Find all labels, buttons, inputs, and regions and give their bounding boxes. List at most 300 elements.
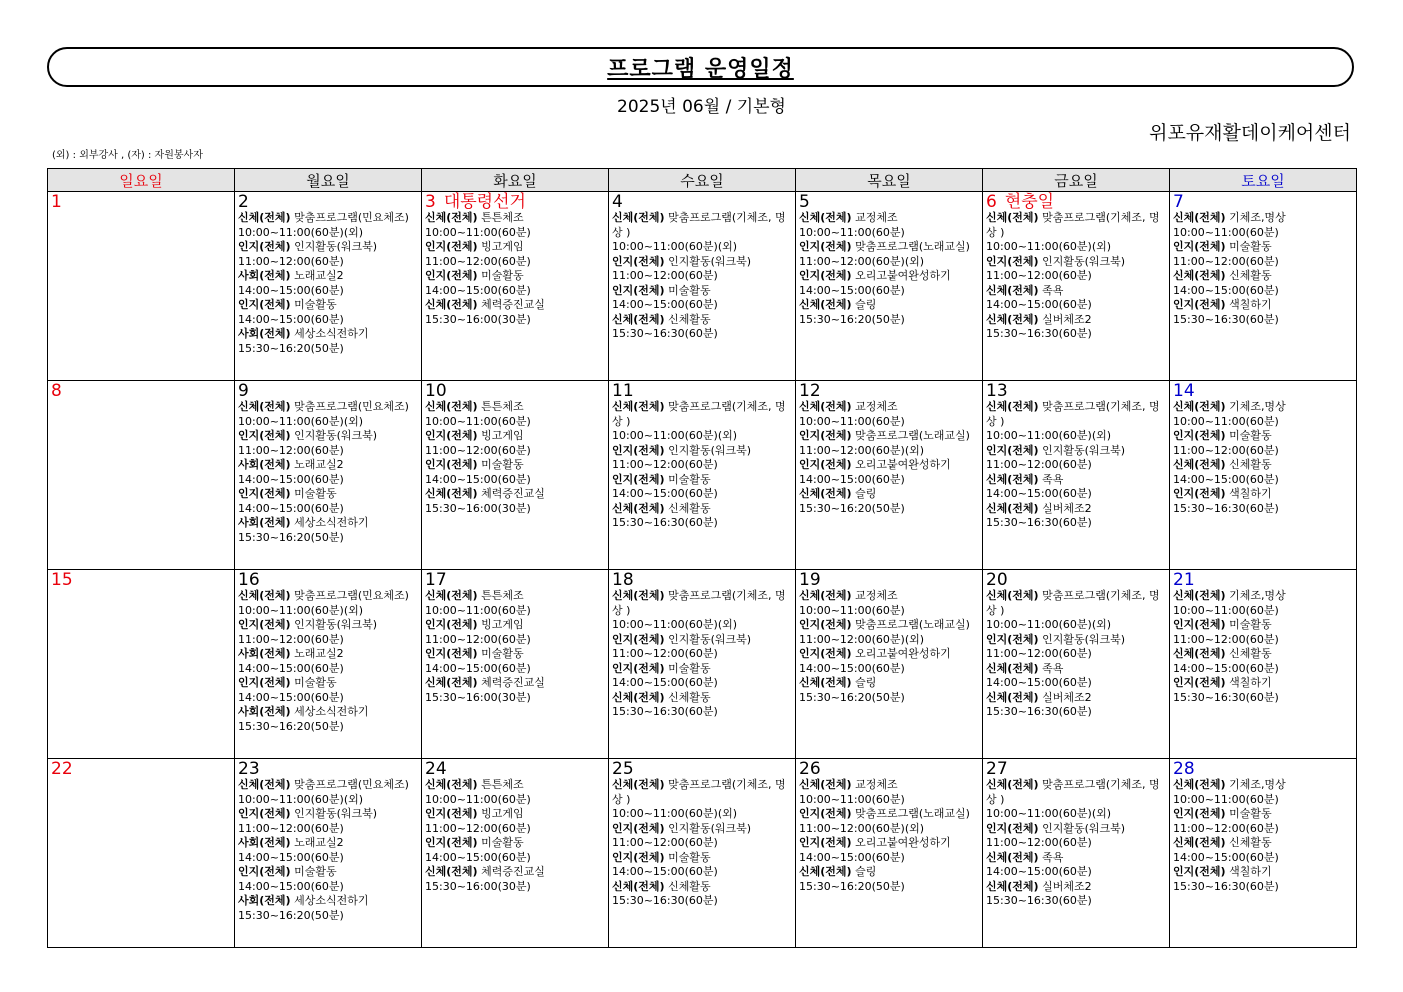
program-entry — [986, 822, 1166, 851]
program-category: 인지(전체) — [238, 676, 291, 689]
program-category: 인지(전체) — [612, 821, 665, 835]
day-cell — [609, 192, 796, 381]
program-entry — [425, 647, 605, 676]
program-name: 미술활동 — [294, 487, 337, 500]
day-cell — [422, 570, 609, 759]
program-time: 15:30~16:00(30분) — [425, 312, 531, 326]
program-entry — [799, 400, 979, 429]
day-header — [799, 193, 979, 211]
program-entry — [986, 633, 1166, 662]
program-entry — [799, 778, 979, 807]
program-category: 인지(전체) — [1173, 865, 1226, 878]
program-entry — [238, 705, 418, 734]
program-name: 기체조,명상 — [1229, 211, 1286, 224]
program-time: 15:30~16:20(50분) — [238, 341, 344, 355]
day-cell — [1170, 381, 1357, 570]
day-header — [799, 760, 979, 778]
day-number: 18 — [612, 570, 634, 590]
day-cell — [609, 381, 796, 570]
program-entry — [986, 778, 1166, 822]
program-name: 인지활동(워크북) — [668, 632, 752, 646]
day-number: 26 — [799, 759, 821, 779]
program-name: 맞춤프로그램(기체조, 명상 ) — [986, 400, 1160, 428]
program-category: 신체(전체) — [612, 778, 665, 791]
program-time: 10:00~11:00(60분) — [799, 792, 905, 806]
program-time: 11:00~12:00(60분) — [612, 647, 718, 660]
program-category: 인지(전체) — [425, 269, 478, 282]
weekday-header-wednesday: 수요일 — [609, 169, 796, 192]
program-time: 15:30~16:00(30분) — [425, 501, 531, 515]
program-time: 11:00~12:00(60분)(외) — [799, 443, 925, 457]
program-entry — [238, 778, 418, 807]
program-category: 신체(전체) — [238, 400, 291, 413]
program-entry — [986, 313, 1166, 342]
program-entry — [799, 240, 979, 269]
program-category: 인지(전체) — [238, 487, 291, 500]
day-number: 13 — [986, 381, 1008, 401]
program-time: 10:00~11:00(60분)(외) — [238, 414, 364, 428]
program-category: 인지(전체) — [1173, 240, 1226, 253]
program-category: 인지(전체) — [425, 647, 478, 660]
program-entry — [238, 298, 418, 327]
program-category: 인지(전체) — [799, 618, 852, 631]
day-header — [51, 382, 231, 400]
program-name: 신체활동 — [1229, 458, 1272, 471]
program-entry — [425, 836, 605, 865]
day-header — [1173, 382, 1353, 400]
program-category: 신체(전체) — [799, 298, 852, 311]
program-category: 인지(전체) — [612, 443, 665, 457]
program-time: 15:30~16:30(60분) — [986, 894, 1092, 907]
program-category: 사회(전체) — [238, 458, 291, 471]
program-time: 10:00~11:00(60분) — [799, 414, 905, 428]
program-time: 14:00~15:00(60분) — [425, 283, 531, 297]
program-entry — [425, 487, 605, 516]
program-name: 교정체조 — [855, 589, 898, 602]
program-time: 15:30~16:30(60분) — [612, 327, 718, 340]
day-number: 27 — [986, 759, 1008, 779]
program-category: 신체(전체) — [1173, 778, 1226, 791]
day-cell — [983, 381, 1170, 570]
program-entry — [238, 211, 418, 240]
program-name: 인지활동(워크북) — [1042, 632, 1126, 646]
program-name: 맞춤프로그램(노래교실) — [855, 240, 970, 253]
program-entry — [612, 211, 792, 255]
program-entry — [1173, 778, 1353, 807]
program-time: 15:30~16:30(60분) — [986, 705, 1092, 718]
calendar-body — [48, 192, 1357, 948]
day-number: 2 — [238, 192, 249, 212]
program-time: 10:00~11:00(60분) — [425, 414, 531, 428]
program-category: 인지(전체) — [238, 807, 291, 820]
program-time: 15:30~16:00(30분) — [425, 879, 531, 893]
program-time: 14:00~15:00(60분) — [1173, 472, 1279, 486]
program-category: 신체(전체) — [986, 400, 1039, 413]
day-header — [986, 571, 1166, 589]
day-number: 11 — [612, 381, 634, 401]
program-entry — [986, 400, 1166, 444]
program-name: 인지활동(워크북) — [668, 254, 752, 268]
program-name: 세상소식전하기 — [294, 705, 369, 718]
program-name: 실버체조2 — [1042, 312, 1092, 326]
program-category: 인지(전체) — [238, 865, 291, 878]
program-name: 색칠하기 — [1229, 298, 1272, 311]
program-entry — [986, 880, 1166, 909]
program-entry — [799, 458, 979, 487]
program-category: 인지(전체) — [612, 632, 665, 646]
day-header — [986, 193, 1166, 211]
program-entry — [986, 502, 1166, 531]
program-name: 빙고게임 — [481, 429, 524, 442]
program-entry — [425, 240, 605, 269]
program-time: 14:00~15:00(60분) — [425, 472, 531, 486]
program-time: 11:00~12:00(60분) — [425, 254, 531, 268]
program-time: 15:30~16:20(50분) — [238, 908, 344, 922]
program-name: 세상소식전하기 — [294, 894, 369, 907]
day-cell — [796, 192, 983, 381]
program-name: 맞춤프로그램(기체조, 명상 ) — [986, 778, 1160, 806]
program-category: 인지(전체) — [1173, 676, 1226, 689]
program-name: 튼튼체조 — [481, 400, 524, 413]
program-name: 족욕 — [1042, 472, 1064, 486]
program-name: 빙고게임 — [481, 807, 524, 820]
program-time: 10:00~11:00(60분)(외) — [986, 618, 1112, 631]
program-category: 인지(전체) — [612, 661, 665, 675]
program-category: 인지(전체) — [1173, 487, 1226, 500]
program-entry — [612, 502, 792, 531]
day-number: 17 — [425, 570, 447, 590]
program-time: 14:00~15:00(60분) — [238, 879, 344, 893]
program-time: 10:00~11:00(60분)(외) — [612, 429, 738, 442]
program-entry — [986, 444, 1166, 473]
program-entry — [425, 778, 605, 807]
program-time: 11:00~12:00(60분)(외) — [799, 632, 925, 646]
day-number: 22 — [51, 759, 73, 779]
program-name: 인지활동(워크북) — [294, 429, 378, 442]
program-category: 신체(전체) — [1173, 647, 1226, 660]
program-name: 미술활동 — [294, 298, 337, 311]
program-time: 14:00~15:00(60분) — [612, 298, 718, 311]
program-time: 15:30~16:30(60분) — [612, 705, 718, 718]
program-name: 미술활동 — [481, 836, 524, 849]
program-entry — [1173, 836, 1353, 865]
program-entry — [612, 313, 792, 342]
program-name: 교정체조 — [855, 778, 898, 791]
day-cell — [983, 570, 1170, 759]
program-name: 맞춤프로그램(노래교실) — [855, 618, 970, 631]
program-category: 신체(전체) — [799, 400, 852, 413]
program-name: 색칠하기 — [1229, 487, 1272, 500]
program-entry — [1173, 240, 1353, 269]
program-entry — [612, 473, 792, 502]
program-category: 인지(전체) — [986, 821, 1039, 835]
program-name: 신체활동 — [668, 690, 711, 704]
program-time: 14:00~15:00(60분) — [612, 676, 718, 689]
program-category: 사회(전체) — [238, 705, 291, 718]
program-name: 기체조,명상 — [1229, 589, 1286, 602]
program-name: 세상소식전하기 — [294, 516, 369, 529]
day-header — [425, 571, 605, 589]
program-name: 오리고붙여완성하기 — [855, 458, 951, 471]
day-header — [238, 571, 418, 589]
day-cell — [48, 381, 235, 570]
program-category: 인지(전체) — [799, 807, 852, 820]
day-cell — [1170, 570, 1357, 759]
program-entry — [238, 865, 418, 894]
program-entry — [1173, 676, 1353, 705]
program-name: 미술활동 — [481, 647, 524, 660]
day-number: 15 — [51, 570, 73, 590]
program-category: 신체(전체) — [799, 487, 852, 500]
program-category: 신체(전체) — [425, 676, 478, 689]
program-entry — [425, 211, 605, 240]
program-time: 11:00~12:00(60분) — [986, 269, 1092, 282]
day-header — [425, 760, 605, 778]
program-entry — [1173, 865, 1353, 894]
program-name: 튼튼체조 — [481, 589, 524, 602]
day-header — [799, 382, 979, 400]
program-name: 체력증진교실 — [481, 298, 545, 311]
program-category: 인지(전체) — [238, 618, 291, 631]
program-name: 체력증진교실 — [481, 676, 545, 689]
program-time: 14:00~15:00(60분) — [238, 312, 344, 326]
day-number: 23 — [238, 759, 260, 779]
program-name: 인지활동(워크북) — [668, 821, 752, 835]
day-header — [612, 193, 792, 211]
program-name: 기체조,명상 — [1229, 778, 1286, 791]
center-name: 위포유재활데이케어센터 — [1149, 122, 1351, 144]
day-number: 8 — [51, 381, 62, 401]
program-time: 15:30~16:30(60분) — [1173, 690, 1279, 704]
day-number: 5 — [799, 192, 810, 212]
program-category: 인지(전체) — [1173, 807, 1226, 820]
program-entry — [1173, 647, 1353, 676]
program-entry — [1173, 487, 1353, 516]
day-header — [51, 193, 231, 211]
program-name: 신체활동 — [668, 312, 711, 326]
day-cell — [422, 759, 609, 948]
program-category: 신체(전체) — [799, 211, 852, 224]
program-entry — [238, 400, 418, 429]
program-entry — [1173, 807, 1353, 836]
program-entry — [238, 618, 418, 647]
program-time: 11:00~12:00(60분) — [986, 458, 1092, 471]
program-time: 14:00~15:00(60분) — [238, 472, 344, 486]
program-time: 15:30~16:30(60분) — [1173, 879, 1279, 893]
program-category: 신체(전체) — [986, 879, 1039, 893]
program-entry — [612, 691, 792, 720]
day-cell — [796, 759, 983, 948]
program-category: 인지(전체) — [425, 807, 478, 820]
program-name: 빙고게임 — [481, 618, 524, 631]
weekday-header-friday: 금요일 — [983, 169, 1170, 192]
program-name: 오리고붙여완성하기 — [855, 647, 951, 660]
program-name: 인지활동(워크북) — [1042, 254, 1126, 268]
day-cell — [48, 759, 235, 948]
program-time: 15:30~16:30(60분) — [986, 327, 1092, 340]
program-time: 14:00~15:00(60분) — [425, 850, 531, 864]
program-name: 맞춤프로그램(기체조, 명상 ) — [612, 778, 786, 806]
program-time: 11:00~12:00(60분) — [238, 254, 344, 268]
program-entry — [799, 647, 979, 676]
day-number: 6 — [986, 192, 997, 212]
program-name: 체력증진교실 — [481, 487, 545, 500]
program-entry — [986, 473, 1166, 502]
program-entry — [612, 400, 792, 444]
program-category: 신체(전체) — [612, 589, 665, 602]
week-row — [48, 192, 1357, 381]
program-entry — [986, 851, 1166, 880]
program-category: 인지(전체) — [799, 458, 852, 471]
program-category: 신체(전체) — [612, 690, 665, 704]
program-entry — [1173, 589, 1353, 618]
program-time: 10:00~11:00(60분)(외) — [238, 792, 364, 806]
day-header — [612, 382, 792, 400]
program-category: 신체(전체) — [986, 778, 1039, 791]
program-category: 신체(전체) — [238, 589, 291, 602]
program-name: 맞춤프로그램(기체조, 명상 ) — [612, 211, 786, 239]
program-time: 14:00~15:00(60분) — [238, 690, 344, 704]
program-time: 14:00~15:00(60분) — [1173, 283, 1279, 297]
program-category: 신체(전체) — [425, 298, 478, 311]
day-header — [1173, 571, 1353, 589]
program-time: 11:00~12:00(60분) — [1173, 443, 1279, 457]
program-category: 사회(전체) — [238, 894, 291, 907]
day-number: 12 — [799, 381, 821, 401]
program-entry — [238, 516, 418, 545]
weekday-header-tuesday: 화요일 — [422, 169, 609, 192]
program-entry — [799, 807, 979, 836]
program-time: 11:00~12:00(60분) — [612, 269, 718, 282]
program-entry — [1173, 211, 1353, 240]
program-category: 인지(전체) — [612, 254, 665, 268]
day-number: 1 — [51, 192, 62, 212]
program-entry — [1173, 269, 1353, 298]
program-category: 인지(전체) — [238, 298, 291, 311]
program-category: 신체(전체) — [425, 400, 478, 413]
program-category: 신체(전체) — [986, 690, 1039, 704]
program-category: 인지(전체) — [799, 647, 852, 660]
program-name: 실버체조2 — [1042, 690, 1092, 704]
program-time: 10:00~11:00(60분)(외) — [986, 429, 1112, 442]
program-name: 미술활동 — [481, 458, 524, 471]
program-name: 오리고붙여완성하기 — [855, 836, 951, 849]
program-entry — [799, 487, 979, 516]
program-category: 인지(전체) — [612, 850, 665, 864]
legend-text: (외) : 외부강사 , (자) : 자원봉사자 — [52, 150, 203, 161]
program-category: 신체(전체) — [986, 211, 1039, 224]
program-name: 슬링 — [855, 487, 877, 500]
program-time: 15:30~16:20(50분) — [799, 312, 905, 326]
program-name: 인지활동(워크북) — [294, 807, 378, 820]
day-cell — [235, 381, 422, 570]
program-name: 맞춤프로그램(민요체조) — [294, 589, 409, 602]
program-category: 신체(전체) — [612, 400, 665, 413]
program-time: 11:00~12:00(60분) — [1173, 632, 1279, 646]
program-name: 맞춤프로그램(민요체조) — [294, 211, 409, 224]
program-time: 14:00~15:00(60분) — [612, 487, 718, 500]
program-name: 세상소식전하기 — [294, 327, 369, 340]
day-cell — [422, 381, 609, 570]
program-entry — [1173, 458, 1353, 487]
program-name: 미술활동 — [668, 661, 711, 675]
program-name: 미술활동 — [1229, 807, 1272, 820]
day-header — [425, 193, 605, 211]
week-row — [48, 759, 1357, 948]
day-number: 14 — [1173, 381, 1195, 401]
day-cell — [796, 381, 983, 570]
program-time: 11:00~12:00(60분) — [238, 443, 344, 457]
program-time: 14:00~15:00(60분) — [799, 472, 905, 486]
day-number: 19 — [799, 570, 821, 590]
program-entry — [986, 211, 1166, 255]
program-time: 10:00~11:00(60분)(외) — [612, 618, 738, 631]
program-name: 미술활동 — [1229, 618, 1272, 631]
program-name: 미술활동 — [294, 865, 337, 878]
program-entry — [799, 269, 979, 298]
program-time: 10:00~11:00(60분) — [1173, 414, 1279, 428]
program-time: 11:00~12:00(60분) — [1173, 821, 1279, 835]
program-category: 신체(전체) — [986, 283, 1039, 297]
weekday-header-row — [48, 169, 1357, 192]
program-entry — [425, 676, 605, 705]
program-entry — [238, 487, 418, 516]
program-entry — [425, 269, 605, 298]
program-time: 14:00~15:00(60분) — [238, 661, 344, 675]
program-name: 족욕 — [1042, 283, 1064, 297]
program-name: 맞춤프로그램(기체조, 명상 ) — [986, 211, 1160, 239]
program-name: 오리고붙여완성하기 — [855, 269, 951, 282]
program-entry — [238, 676, 418, 705]
day-header — [51, 760, 231, 778]
program-category: 인지(전체) — [799, 836, 852, 849]
program-entry — [612, 589, 792, 633]
program-category: 사회(전체) — [238, 836, 291, 849]
program-name: 기체조,명상 — [1229, 400, 1286, 413]
day-number: 28 — [1173, 759, 1195, 779]
day-number: 3 — [425, 192, 436, 212]
day-cell — [983, 192, 1170, 381]
program-category: 인지(전체) — [425, 429, 478, 442]
program-category: 인지(전체) — [612, 472, 665, 486]
program-category: 신체(전체) — [799, 778, 852, 791]
day-number: 20 — [986, 570, 1008, 590]
program-time: 14:00~15:00(60분) — [986, 676, 1092, 689]
program-name: 교정체조 — [855, 400, 898, 413]
program-category: 신체(전체) — [986, 850, 1039, 864]
program-time: 10:00~11:00(60분)(외) — [986, 807, 1112, 820]
program-name: 미술활동 — [294, 676, 337, 689]
program-entry — [799, 618, 979, 647]
program-category: 인지(전체) — [986, 443, 1039, 457]
program-time: 14:00~15:00(60분) — [986, 865, 1092, 878]
day-number: 9 — [238, 381, 249, 401]
program-time: 10:00~11:00(60분) — [1173, 225, 1279, 239]
program-time: 10:00~11:00(60분) — [425, 603, 531, 617]
day-header — [238, 193, 418, 211]
program-entry — [238, 327, 418, 356]
program-category: 신체(전체) — [986, 501, 1039, 515]
program-name: 슬링 — [855, 676, 877, 689]
program-time: 14:00~15:00(60분) — [986, 487, 1092, 500]
program-category: 사회(전체) — [238, 269, 291, 282]
program-entry — [986, 589, 1166, 633]
program-time: 14:00~15:00(60분) — [1173, 850, 1279, 864]
program-time: 10:00~11:00(60분) — [425, 792, 531, 806]
program-category: 신체(전체) — [986, 589, 1039, 602]
day-number: 21 — [1173, 570, 1195, 590]
day-cell — [422, 192, 609, 381]
